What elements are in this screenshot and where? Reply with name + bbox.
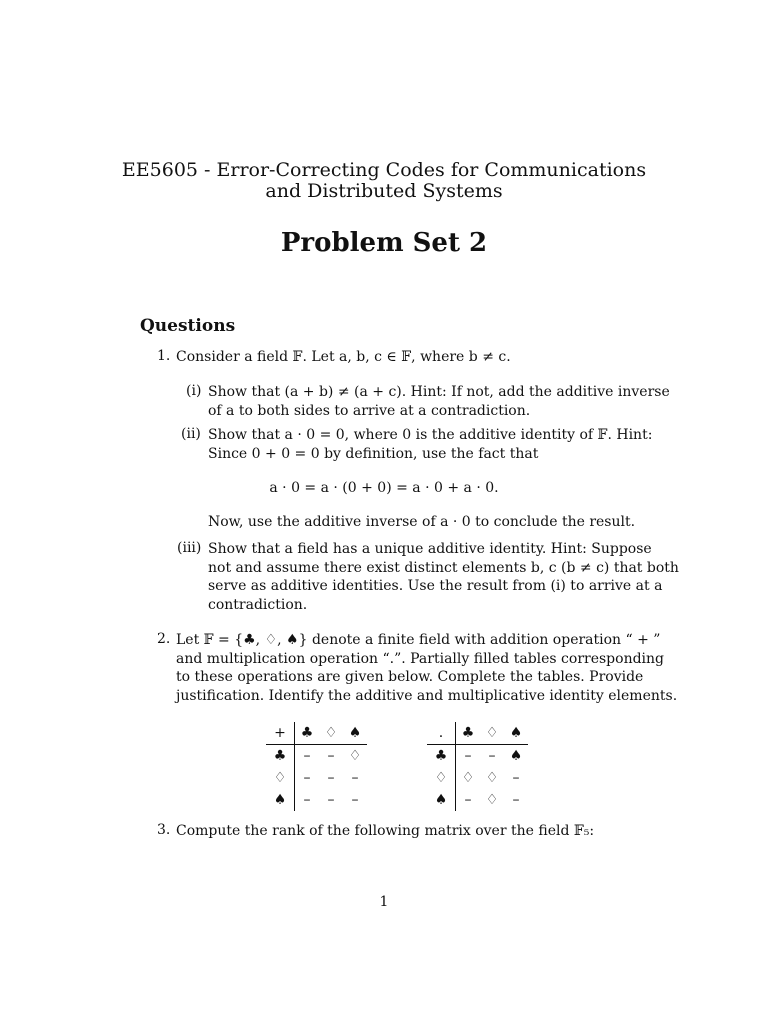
table-cell: ♠ bbox=[509, 748, 523, 764]
table-cell: – bbox=[488, 748, 496, 764]
q1-number: 1. bbox=[157, 348, 171, 364]
table-cell: – bbox=[303, 770, 311, 786]
q3-text: Compute the rank of the following matrix over the field 𝔽₅: bbox=[176, 823, 595, 839]
table-cell: – bbox=[303, 748, 311, 764]
q1-part-ii-label: (ii) bbox=[181, 426, 201, 442]
course-title-line2: and Distributed Systems bbox=[265, 180, 503, 202]
table-cell: ♢ bbox=[348, 748, 362, 764]
table-col-header: ♢ bbox=[480, 722, 504, 745]
course-title bbox=[0, 160, 768, 202]
table-cell: – bbox=[303, 792, 311, 808]
table-row-header: ♢ bbox=[427, 767, 456, 789]
table-cell: – bbox=[327, 748, 335, 764]
q1-part-i-label: (i) bbox=[186, 383, 202, 399]
table-cell: – bbox=[327, 792, 335, 808]
table-row-header: ♢ bbox=[266, 767, 295, 789]
q2-line: Let 𝔽 = {♣, ♢, ♠} denote a finite field with addition operation “ + ” bbox=[176, 632, 661, 648]
table-row-header: ♣ bbox=[266, 745, 295, 768]
q1-part-ii-after: Now, use the additive inverse of a · 0 to conclude the result. bbox=[208, 514, 636, 530]
table-col-header: ♠ bbox=[504, 722, 528, 745]
table-row-header: ♠ bbox=[427, 789, 456, 811]
table-col-header: ♢ bbox=[319, 722, 343, 745]
table-row-header: ♠ bbox=[266, 789, 295, 811]
table-cell: ♢ bbox=[485, 770, 499, 786]
table-cell: – bbox=[512, 792, 520, 808]
q1-part-ii-line: Since 0 + 0 = 0 by definition, use the fact that bbox=[208, 445, 539, 462]
q2-line: justification. Identify the additive and multiplicative identity elements. bbox=[176, 687, 678, 704]
addition-table bbox=[266, 722, 367, 811]
q1-part-ii-line: Show that a · 0 = 0, where 0 is the additive identity of 𝔽. Hint: bbox=[208, 427, 653, 443]
table-cell: – bbox=[327, 770, 335, 786]
q1-part-i bbox=[208, 383, 670, 420]
q1-part-i-line: of a to both sides to arrive at a contradiction. bbox=[208, 402, 531, 419]
multiplication-table bbox=[427, 722, 528, 811]
q2-text bbox=[176, 631, 677, 705]
q1-part-iii bbox=[208, 540, 679, 614]
q1-part-iii-label: (iii) bbox=[177, 540, 202, 556]
q2-line: and multiplication operation “.”. Partially filled tables corresponding bbox=[176, 650, 664, 667]
addition-operator: + bbox=[266, 722, 295, 745]
q1-part-iii-line: contradiction. bbox=[208, 596, 308, 613]
q1-part-iii-line: Show that a field has a unique additive identity. Hint: Suppose bbox=[208, 541, 652, 557]
multiplication-operator: . bbox=[427, 722, 456, 745]
section-heading: Questions bbox=[140, 316, 236, 336]
q1-part-i-line: Show that (a + b) ≠ (a + c). Hint: If not, add the additive inverse bbox=[208, 384, 670, 400]
q3-number: 3. bbox=[157, 822, 171, 838]
table-col-header: ♠ bbox=[343, 722, 367, 745]
table-cell: – bbox=[512, 770, 520, 786]
page-number: 1 bbox=[379, 894, 389, 910]
page-title: Problem Set 2 bbox=[280, 228, 488, 258]
q2-number: 2. bbox=[157, 631, 171, 647]
q1-part-iii-line: serve as additive identities. Use the result from (i) to arrive at a bbox=[208, 578, 663, 594]
q1-part-iii-line: not and assume there exist distinct elements b, c (b ≠ c) that both bbox=[208, 559, 679, 576]
table-col-header: ♣ bbox=[456, 722, 481, 745]
q2-line: to these operations are given below. Complete the tables. Provide bbox=[176, 669, 644, 685]
table-cell: ♢ bbox=[461, 770, 475, 786]
q1-part-ii-equation: a · 0 = a · (0 + 0) = a · 0 + a · 0. bbox=[269, 480, 499, 496]
table-row-header: ♣ bbox=[427, 745, 456, 768]
table-cell: – bbox=[464, 792, 472, 808]
q1-part-ii bbox=[208, 426, 652, 463]
table-col-header: ♣ bbox=[295, 722, 320, 745]
q1-intro: Consider a field 𝔽. Let a, b, c ∈ 𝔽, where b ≠ c. bbox=[176, 349, 511, 365]
table-cell: – bbox=[351, 770, 359, 786]
course-title-line1: EE5605 - Error-Correcting Codes for Communications bbox=[121, 159, 647, 181]
table-cell: – bbox=[351, 792, 359, 808]
table-cell: – bbox=[464, 748, 472, 764]
table-cell: ♢ bbox=[485, 792, 499, 808]
